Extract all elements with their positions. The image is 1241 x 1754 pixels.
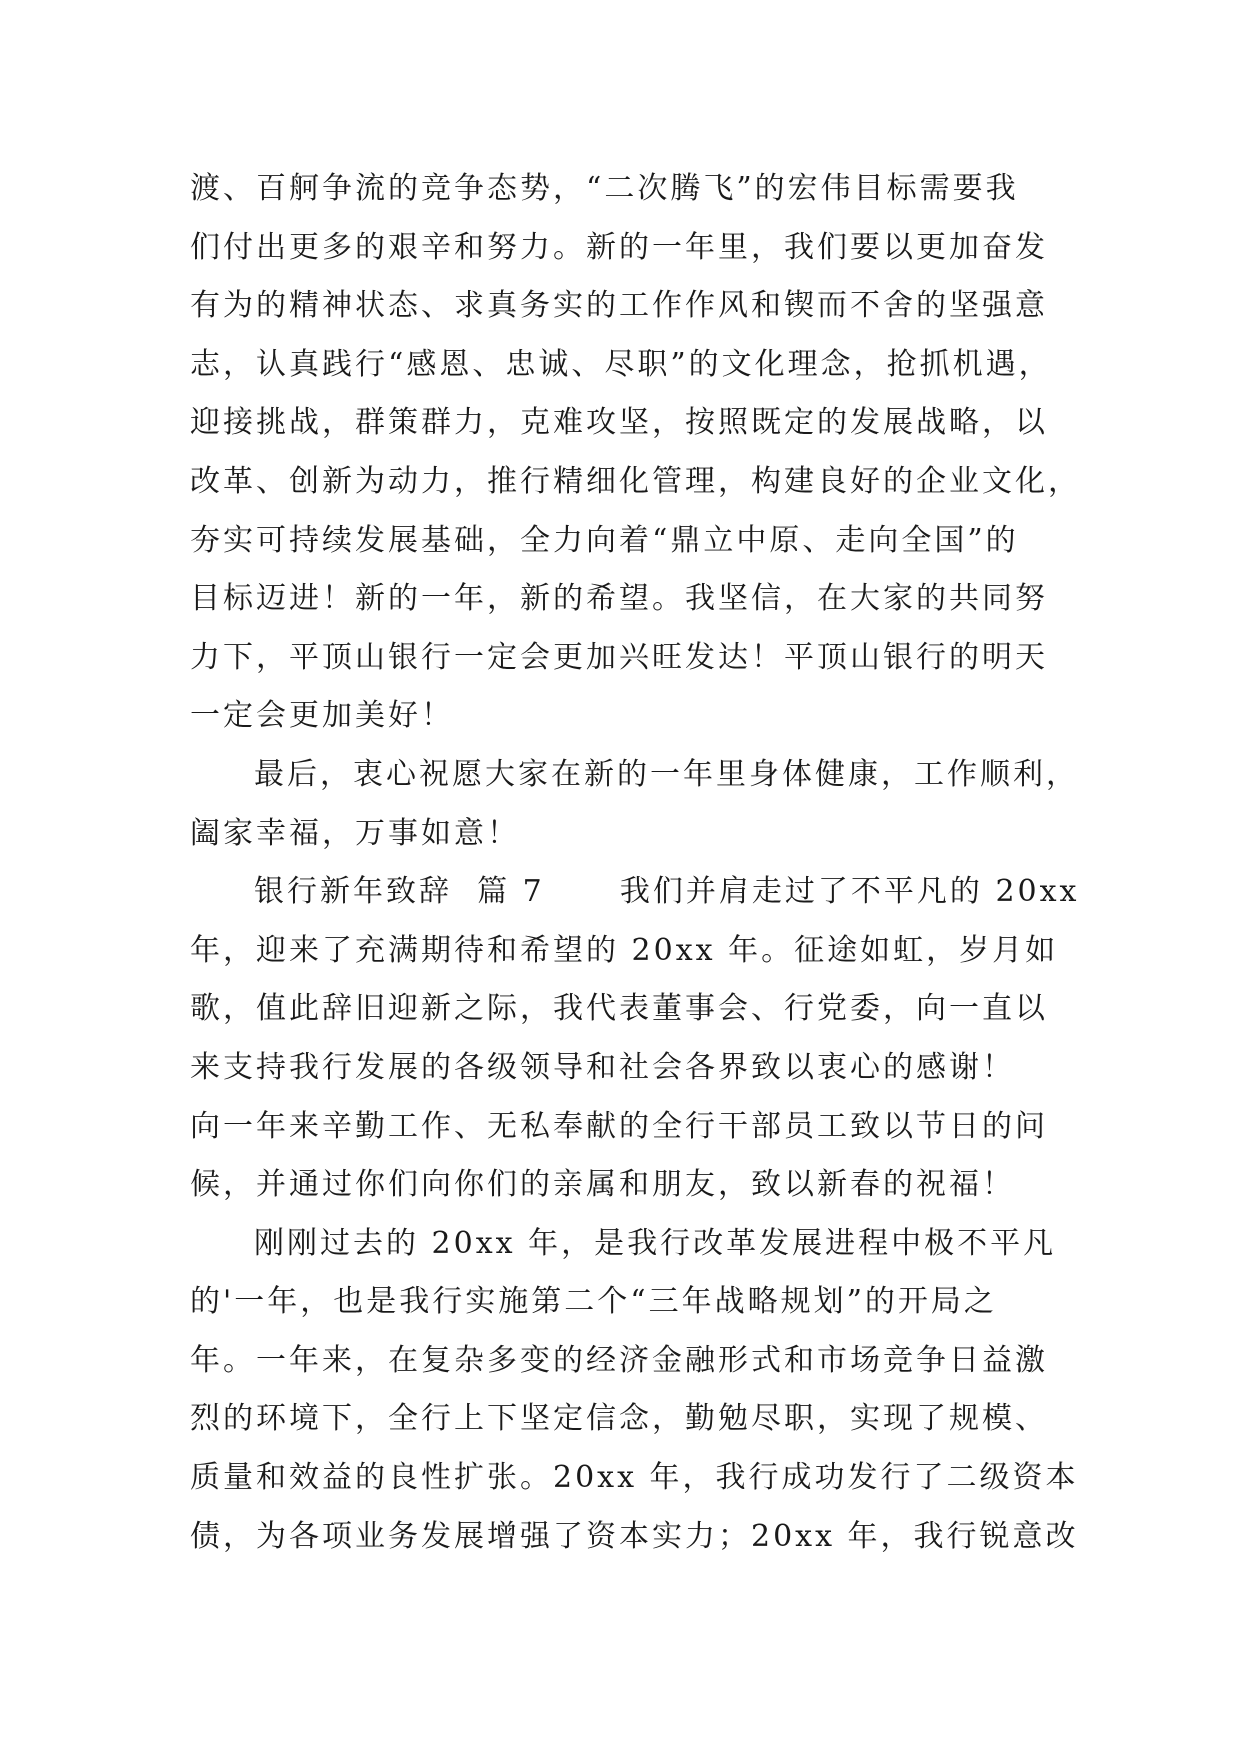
text-line: 质量和效益的良性扩张。20xx 年，我行成功发行了二级资本 xyxy=(190,1460,1079,1496)
text-line: 改革、创新为动力，推行精细化管理，构建良好的企业文化， xyxy=(190,463,1081,499)
text-line: 来支持我行发展的各级领导和社会各界致以衷心的感谢！ xyxy=(190,1049,1015,1085)
text-line: 烈的环境下，全行上下坚定信念，勤勉尽职，实现了规模、 xyxy=(190,1401,1048,1437)
text-line: 年。一年来，在复杂多变的经济金融形式和市场竞争日益激 xyxy=(190,1342,1048,1378)
text-line: 渡、百舸争流的竞争态势，“二次腾飞”的宏伟目标需要我 xyxy=(190,171,1019,206)
text-line: 年，迎来了充满期待和希望的 20xx 年。征途如虹，岁月如 xyxy=(190,932,1059,968)
text-line: 一定会更加美好！ xyxy=(190,698,454,734)
text-line: 阖家幸福，万事如意！ xyxy=(190,815,520,851)
text-line: 有为的精神状态、求真务实的工作作风和锲而不舍的坚强意 xyxy=(190,288,1048,324)
text-line: 夯实可持续发展基础，全力向着“鼎立中原、走向全国”的 xyxy=(190,522,1019,558)
text-line: 的'一年，也是我行实施第二个“三年战略规划”的开局之 xyxy=(190,1284,997,1320)
body-text xyxy=(190,160,1081,1566)
text-line: 歌，值此辞旧迎新之际，我代表董事会、行党委，向一直以 xyxy=(190,991,1048,1027)
text-line: 志，认真践行“感恩、忠诚、尽职”的文化理念，抢抓机遇， xyxy=(190,346,1052,382)
text-line: 债，为各项业务发展增强了资本实力；20xx 年，我行锐意改 xyxy=(190,1518,1079,1554)
text-line: 迎接挑战，群策群力，克难攻坚，按照既定的发展战略，以 xyxy=(190,405,1048,441)
section-heading-line: 银行新年致辞 篇 7 我们并肩走过了不平凡的 20xx xyxy=(254,874,1080,910)
text-line: 候，并通过你们向你们的亲属和朋友，致以新春的祝福！ xyxy=(190,1167,1015,1203)
text-line: 最后，衷心祝愿大家在新的一年里身体健康，工作顺利， xyxy=(254,756,1079,792)
text-line: 们付出更多的艰辛和努力。新的一年里，我们要以更加奋发 xyxy=(190,229,1048,265)
text-line: 刚刚过去的 20xx 年，是我行改革发展进程中极不平凡 xyxy=(254,1225,1057,1261)
text-line: 向一年来辛勤工作、无私奉献的全行干部员工致以节日的问 xyxy=(190,1108,1048,1144)
text-line: 力下，平顶山银行一定会更加兴旺发达！平顶山银行的明天 xyxy=(190,639,1048,675)
text-line: 目标迈进！新的一年，新的希望。我坚信，在大家的共同努 xyxy=(190,581,1048,617)
